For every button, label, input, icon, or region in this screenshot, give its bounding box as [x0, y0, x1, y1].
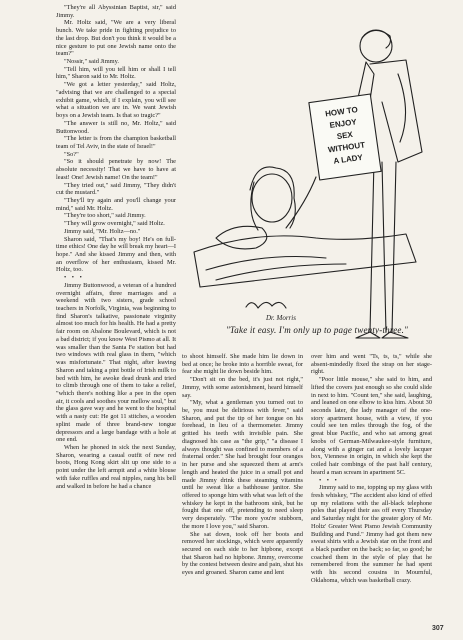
paragraph: "Poor little mouse," she said to him, and lifted the covers just enough so she could slide in next to him. "Count ten," she said, laughing, and leaned on one elbow to kiss him. About 30 seconds later, the lady manager of the one-story apartment house, with a view, if you could see ten miles through the fog, of the great blue Pacific, and who sat among great knobs of German-Milwaukee-style furniture, along with a ginger cat and a lovely lacquer box, Viennese in origin, in which she kept the coiled hair combings of the past half century, heard a man scream in apartment 5C. [311, 376, 432, 476]
paragraph: "They will grow overnight," said Holtz. [64, 220, 165, 228]
paragraph: "Don't sit on the bed, it's just not right," Jimmy, with some astonishment, heard himself say. [182, 376, 303, 399]
paragraph: Jimmy Buttonwood, a veteran of a hundred overnight affairs, three marriages and a weekend with two sisters, grade school teachers in Norfolk, Virginia, was beginning to find Sharon's talkative, passionate virginity almost too much for his health. He had a pretty fair room on Abalone Boulevard, which is not a bad district; if you know West Pismo at all. It was smaller than the Santa Fe station but had two windows with real glass in them, "which was misfortunate." That night, after leaving Sharon and taking a pint bottle of Irish milk to bed with him, he awoke dead drunk and tried to climb through one of them to take a relief, "which there's nothing like a pee in the open air, it cools and soothes your mellow soul," but the glass gave way and he went to the hospital with a nasty cut: He got 11 stitches, a wooden splint made of three brand-new tongue depressors and a large bandage with a hole at one end. [56, 281, 176, 444]
cartoon-illustration [186, 2, 448, 342]
paragraph: "They'll try again and you'll change your mind," said Mr. Holtz. [56, 196, 176, 212]
left-paragraphs-after-break [56, 282, 176, 490]
sign-line-5: A LADY [332, 152, 364, 166]
paragraph: "They're all Abyssinian Baptist, sir," said Jimmy. [56, 4, 176, 19]
paragraph: "Nossir," said Jimmy. [64, 58, 119, 66]
paragraph: "We got a letter yesterday," said Holtz, "advising that we are challenged to a special exhibit game, which, if I explain, you will see what a situation we are in. We want Jewish boys on a Jewish team. Is that so tragic?" [56, 81, 176, 120]
paragraph: over him and went "Ts, ts, ts," while she absent-mindedly fixed the strap on her stage-right. [311, 353, 432, 376]
paragraph: She sat down, took off her boots and removed her stockings, which were apparently secured on each side to her hipbone, except that Sharon had no hipbone. Jimmy, overcome by the contest between desire and pain, shut his eyes and groaned. Sharon came and lent [182, 530, 303, 577]
paragraph: "They tried out," said Jimmy, "They didn't cut the mustard." [56, 181, 176, 197]
cartoon-caption: "Take it easy. I'm only up to page twenty-three." [225, 325, 409, 335]
paragraph: Jimmy said to me, topping up my glass with fresh whiskey, "The accident also kind of effed up my relations with the all-black telephone poles that played their ass off every Thursday and Saturday night for the greater glory of Mr. Holtz' Greater West Pismo Jewish Community Building and Fund." Jimmy had got them new sweat shirts with a Jewish star on the front and a black panther on the back; so far, so good; he coached them in the style of play that he remembered from the summer he had spent with his second cousins in Mournful, Oklahoma, which was basketball crazy. [311, 484, 432, 584]
page-number: 307 [432, 625, 444, 632]
sign-line-3: SEX [336, 129, 354, 142]
right-paragraphs-after-break [311, 484, 432, 584]
right-paragraphs [311, 353, 432, 477]
section-break: • • • [64, 274, 84, 282]
paragraph: "So it should penetrate by now! The absolute necessity! That we have to have at least! One! Jewish name! On the team!" [56, 158, 176, 181]
paragraph: "The answer is still no, Mr. Holtz," said Buttonwood. [56, 119, 176, 135]
artist-signature: Dr. Morris [266, 314, 296, 322]
sign-line-2: ENJOY [329, 117, 358, 130]
paragraph: to shoot himself. She made him lie down in bed at once; he broke into a horrible sweat, for fear she might lie down beside him. [182, 353, 303, 376]
paragraph: Sharon said, "That's my boy! He's on full-time ethics! One day he will break my heart—I hope." And she kissed Jimmy and then, with an overflow of her enthusiasm, kissed Mr. Holtz, too. [56, 235, 176, 274]
left-paragraphs [56, 4, 176, 274]
paragraph: Mr. Holtz said, "We are a very liberal bunch. We take pride in fighting prejudice to the last drop. But don't you think it would be a nice gesture to put one Jewish name onto the team?" [56, 19, 176, 58]
sign-line-1: HOW TO [324, 105, 359, 119]
section-break-right: • • • [319, 476, 339, 484]
sign-line-4: WITHOUT [327, 140, 366, 155]
middle-paragraphs [182, 353, 303, 577]
text-column-left [56, 4, 176, 632]
text-column-middle [182, 353, 303, 635]
paragraph: "They're too short," said Jimmy. [64, 212, 146, 220]
paragraph: "The letter is from the champion basketball team of Tel Aviv, in the state of Israel!" [56, 135, 176, 150]
paragraph: "So?" [64, 150, 79, 158]
paragraph: "My, what a gentleman you turned out to be, you must be delirious with fever," said Sharon, and put the tip of her tongue on his forehead, in lieu of a thermometer. Jimmy gritted his teeth with invisible pain. She diagnosed his case as "the grip," "a disease I always thought was confined to members of a fraternal order." She had brought four oranges in her purse and she squeezed them at arm's length and heated the juice in a small pot and made Jimmy drink these steaming vitamins until he sweat like a bathhouse janitor. She offered to sponge him with what was left of the whiskey he kept in the bathroom sink, but he fought that one off, pretending to need sleep very desperately. "The more you're stubborn, the more I love you," said Sharon. [182, 399, 303, 530]
paragraph: "Tell him, will you tell him or shall I tell him," Sharon said to Mr. Holtz. [56, 65, 176, 81]
paragraph: When he phoned in sick the next Sunday, Sharon, wearing a casual outfit of new red boots, Hong Kong skirt slit up one side to a point under the left armpit and a white blouse with fake ruffles and real nipples, rang his bell and walked in before he had a chance [56, 443, 176, 490]
text-column-right [311, 353, 432, 635]
paragraph: Jimmy said, "Mr. Holtz—no." [64, 227, 141, 235]
